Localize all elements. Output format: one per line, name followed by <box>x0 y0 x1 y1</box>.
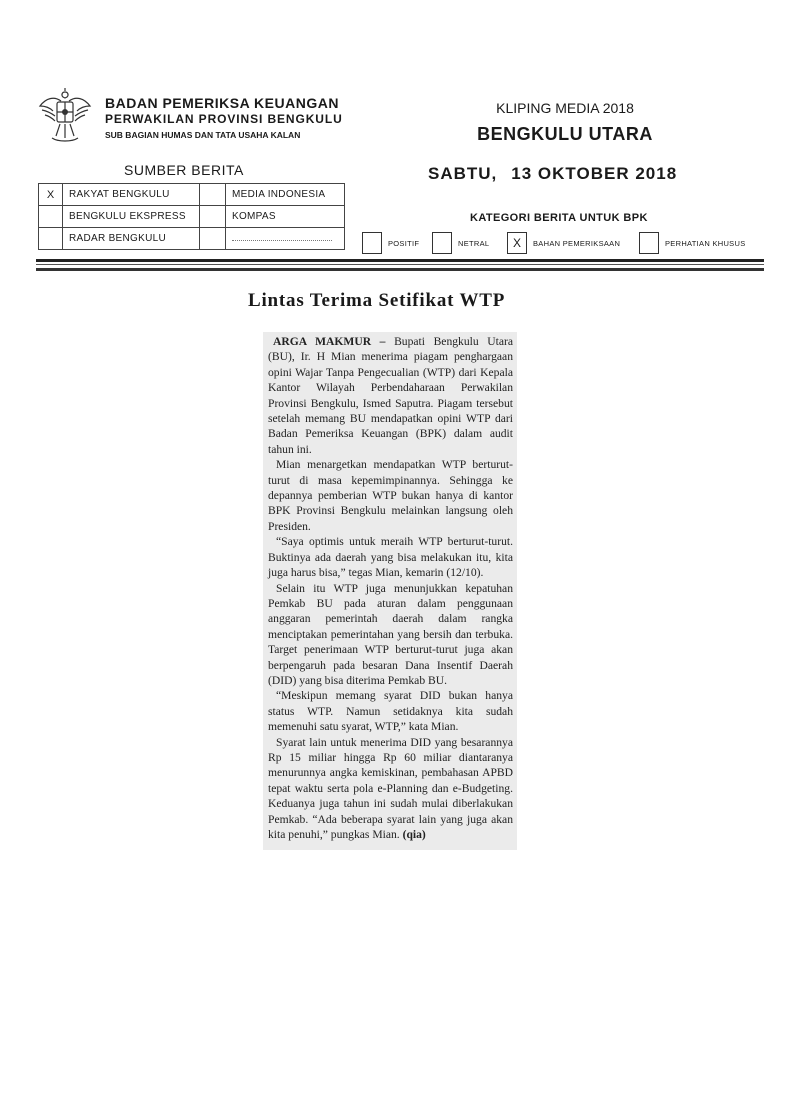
category-label: PERHATIAN KHUSUS <box>665 238 746 248</box>
article-byline: (qia) <box>402 828 426 841</box>
source-name: RAKYAT BENGKULU <box>63 184 200 206</box>
source-row <box>39 184 345 206</box>
source-mark-other <box>200 184 226 206</box>
category-netral <box>432 232 489 254</box>
article-text: Bupati Bengkulu Utara (BU), Ir. H Mian menerima piagam penghargaan opini Wajar Tanpa Pengecualian (WTP) dari Kepala Kantor Wilayah Perbendaharaan Perwakilan Provinsi Bengkulu, Ismed Saputra. Piagam tersebut setelah memang BU mendapatkan opini WTP dari Badan Pemeriksa Keuangan (BPK) dalam audit tahun ini. <box>268 335 513 456</box>
source-mark: X <box>39 184 63 206</box>
source-name: BENGKULU EKSPRESS <box>63 206 200 228</box>
header-divider <box>36 259 764 262</box>
article-paragraph: Mian menargetkan mendapatkan WTP berturut-turut di masa kepemimpinannya. Sehingga ke depannya pemberian WTP bukan hanya di kantor BPK Provinsi Bengkulu melainkan langsung oleh Presiden. <box>268 458 513 533</box>
article-paragraph: “Saya optimis untuk meraih WTP berturut-turut. Buktinya ada daerah yang bisa melakukan itu, kita juga harus bisa,” tegas Mian, kemarin (12/10). <box>268 535 513 580</box>
dotted-line <box>232 233 332 241</box>
categories-title: KATEGORI BERITA UNTUK BPK <box>470 212 648 224</box>
article-headline: Lintas Terima Setifikat WTP <box>248 290 506 311</box>
sources-table <box>38 183 345 250</box>
article-dateline: ARGA MAKMUR – <box>273 335 386 348</box>
org-unit: SUB BAGIAN HUMAS DAN TATA USAHA KALAN <box>105 130 301 140</box>
article-paragraph <box>268 735 513 843</box>
org-branch: PERWAKILAN PROVINSI BENGKULU <box>105 112 343 126</box>
source-other: MEDIA INDONESIA <box>226 184 345 206</box>
source-other-blank <box>226 228 345 250</box>
source-other: KOMPAS <box>226 206 345 228</box>
source-mark <box>39 228 63 250</box>
category-positif <box>362 232 419 254</box>
category-checkbox: X <box>507 232 527 254</box>
category-perhatian-khusus <box>639 232 746 254</box>
category-bahan-pemeriksaan <box>507 232 620 254</box>
category-checkbox <box>432 232 452 254</box>
source-mark <box>39 206 63 228</box>
clipping-date <box>428 164 677 184</box>
article-paragraph: Selain itu WTP juga menunjukkan kepatuhan Pemkab BU pada aturan dalam penggunaan anggaran pemerintah daerah dalam rangka menciptakan pemerintahan yang bersih dan terbuka. Target penerimaan WTP berturut-turut juga akan berpengaruh pada besaran Dana Insentif Daerah (DID) yang bisa diterima Pemkab BU. <box>268 581 513 687</box>
source-name: RADAR BENGKULU <box>63 228 200 250</box>
source-mark-other <box>200 228 226 250</box>
category-label: POSITIF <box>388 238 420 248</box>
category-label: NETRAL <box>458 238 490 248</box>
category-checkbox <box>362 232 382 254</box>
garuda-emblem-icon <box>36 84 94 146</box>
clipping-day: SABTU, <box>428 164 498 183</box>
category-label: BAHAN PEMERIKSAAN <box>533 238 621 248</box>
org-name: BADAN PEMERIKSA KEUANGAN <box>105 95 339 111</box>
clipping-title: KLIPING MEDIA 2018 <box>496 100 634 116</box>
source-row <box>39 228 345 250</box>
sources-title: SUMBER BERITA <box>124 162 244 178</box>
article-text: Syarat lain untuk menerima DID yang besarannya Rp 15 miliar hingga Rp 60 miliar diantaranya menurunnya angka kemiskinan, pembahasan APBD tepat waktu serta pola e-Planning dan e-Budgeting. Keduanya juga tahun ini sudah mulai diberlakukan Pemkab. “Ada beberapa syarat lain yang juga akan kita penuhi,” pungkas Mian. <box>268 735 513 841</box>
article-paragraph: “Meskipun memang syarat DID bukan hanya status WTP. Namun setidaknya kita sudah memenuhi satu syarat, WTP,” kata Mian. <box>268 689 513 734</box>
category-checkbox <box>639 232 659 254</box>
header-divider <box>36 264 764 265</box>
header-divider <box>36 268 764 271</box>
source-row <box>39 206 345 228</box>
clipping-region: BENGKULU UTARA <box>477 124 653 144</box>
article-body <box>263 332 517 850</box>
clipping-date-value: 13 OKTOBER 2018 <box>511 164 678 183</box>
source-mark-other <box>200 206 226 228</box>
article-paragraph <box>268 334 513 457</box>
